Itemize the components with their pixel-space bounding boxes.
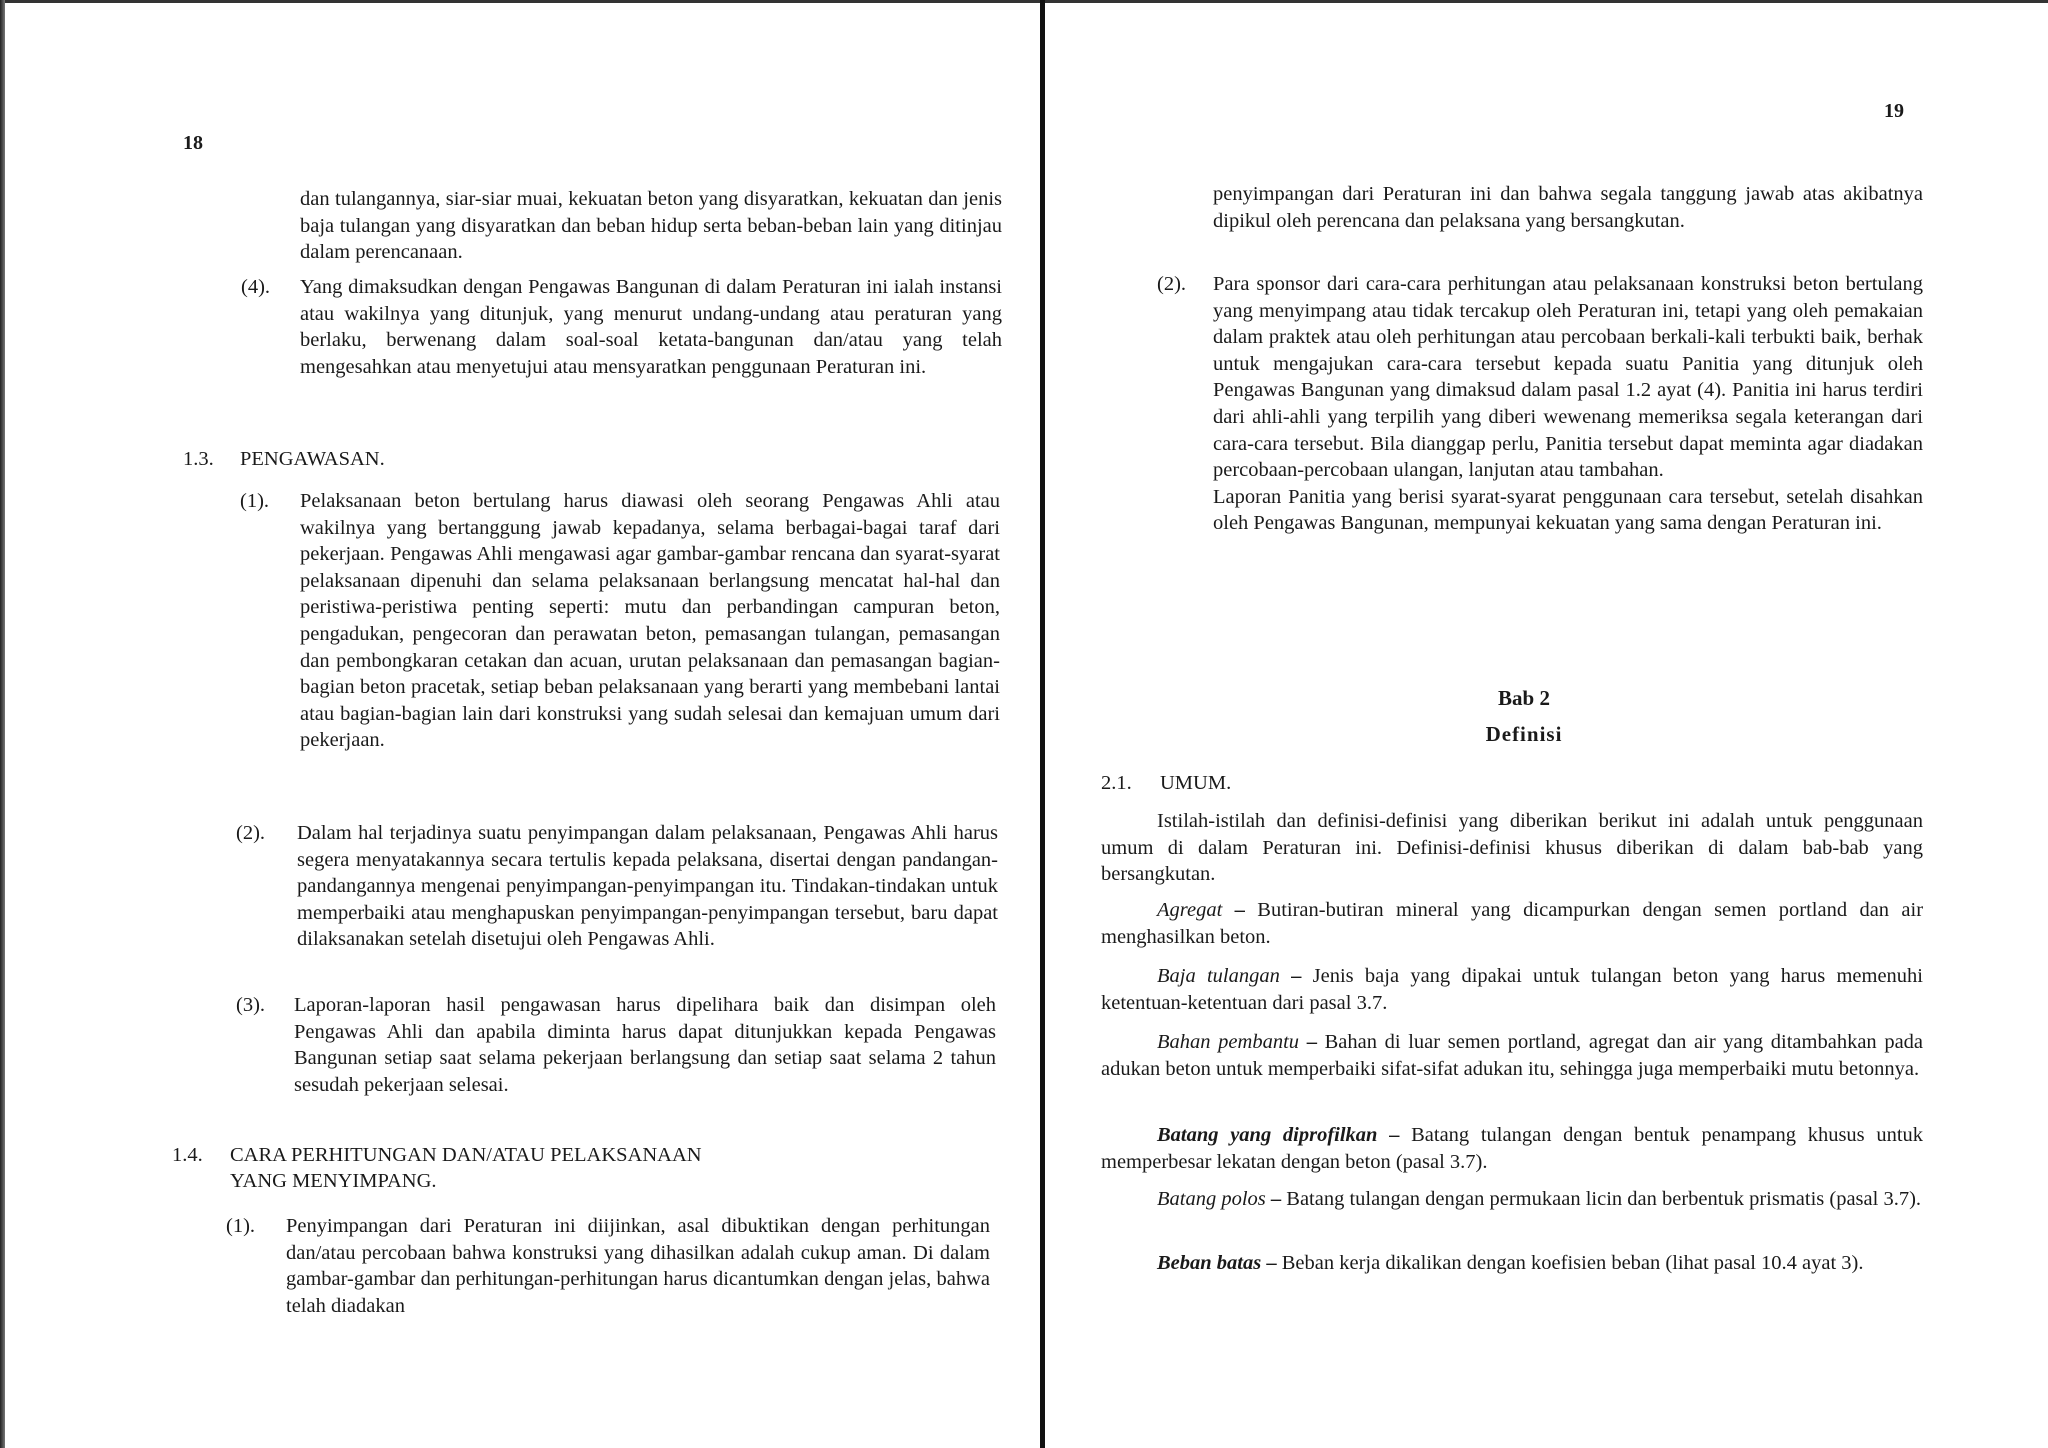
s13-item3-number: (3). [236,994,266,1016]
s13-item1-text: Pelaksanaan beton bertulang harus diawasi oleh seorang Pengawas Ahli atau wakilnya yang bertanggung jawab kepadanya, selama berbagai-bagai taraf dari pekerjaan. Pengawas Ahli mengawasi agar gambar-gambar rencana dan syarat-syarat pelaksanaan dipenuhi dan selama pelaksanaan berlangsung mencatat hal-hal dan peristiwa-peristiwa penting seperti: mutu dan perbandingan campuran beton, pengadukan, pengecoran dan perawatan beton, pemasangan tulangan, pemasangan dan pembongkaran cetakan dan acuan, urutan pelaksanaan dan pemasangan bagian-bagian beton pracetak, setiap beban pelaksanaan yang berarti yang membebani lantai atau bagian-bagian lain dari konstruksi yang sudah selesai dan kemajuan umum dari pekerjaan. [300,490,1000,752]
definition-text: Butiran-butiran mineral yang dicampurkan dengan semen portland dan air menghasilkan beton. [1101,899,1924,948]
item4-text: Yang dimaksudkan dengan Pengawas Bangunan di dalam Peraturan ini ialah instansi atau wakilnya yang ditunjuk, yang menurut undang-undang atau peraturan yang berlaku, berwenang dalam soal-soal ketata-bangunan dan/atau yang telah mengesahkan atau menyetujui atau mensyaratkan penggunaan Peraturan ini. [300,276,1002,378]
right-item2-paragraph1: Para sponsor dari cara-cara perhitungan atau pelaksanaan konstruksi beton bertulang yang menyimpang atau tidak tercakup oleh Peraturan ini, tetapi yang oleh pemakaian dalam praktek atau oleh perhitungan atau percobaan berkali-kali terbukti baik, berhak untuk mengajukan cara-cara tersebut kepada suatu Panitia yang ditunjuk oleh Pengawas Bangunan yang dimaksud dalam pasal 1.2 ayat (4). Panitia ini harus terdiri dari ahli-ahli yang terpilih yang diberi wewenang memeriksa segala keterangan dari cara-cara tersebut. Bila dianggap perlu, Panitia tersebut dapat meminta agar diadakan percobaan-percobaan ulangan, lanjutan atau tambahan. [1213,273,1923,482]
definition-term: Baja tulangan [1157,965,1280,987]
page-number-right: 19 [1884,100,1904,122]
s13-item2-number: (2). [236,822,266,844]
definition-item [1101,1122,1923,1175]
s13-item3-text: Laporan-laporan hasil pengawasan harus dipelihara baik dan disimpan oleh Pengawas Ahli dan apabila diminta harus dapat ditunjukkan kepada Pengawas Bangunan setiap saat selama pekerjaan berlangsung dan setiap saat selama 2 tahun sesudah pekerjaan selesai. [294,994,996,1096]
definition-item [1101,1250,1923,1277]
item4-number: (4). [241,276,271,298]
section-1-3-title: PENGAWASAN. [240,448,385,470]
definition-text: Batang tulangan dengan permukaan licin dan berbentuk prismatis (pasal 3.7). [1286,1188,1922,1210]
right-item2-paragraph2: Laporan Panitia yang berisi syarat-syarat penggunaan cara tersebut, setelah disahkan oleh Pengawas Bangunan, mempunyai kekuatan yang sama dengan Peraturan ini. [1213,485,1923,535]
definition-text: Beban kerja dikalikan dengan koefisien beban (lihat pasal 10.4 ayat 3). [1281,1252,1864,1274]
s13-item1-number: (1). [240,490,270,512]
page-number-left: 18 [183,132,203,154]
definition-separator: – [1306,1031,1317,1053]
definition-term: Batang yang diprofilkan [1157,1124,1378,1146]
s13-item2-text: Dalam hal terjadinya suatu penyimpangan dalam pelaksanaan, Pengawas Ahli harus segera menyatakannya secara tertulis kepada pelaksana, disertai dengan pandangan-pandangannya mengenai penyimpangan-penyimpangan itu. Tindakan-tindakan untuk memperbaiki atau menghapuskan penyimpangan-penyimpangan tersebut, baru dapat dilaksanakan setelah disetujui oleh Pengawas Ahli. [297,822,998,951]
section-1-4-title-line2: YANG MENYIMPANG. [230,1170,437,1192]
definition-text: Bahan di luar semen portland, agregat dan air yang ditambahkan pada adukan beton untuk memperbaiki sifat-sifat adukan itu, sehingga juga memperbaiki mutu betonnya. [1101,1031,1924,1080]
definition-item [1101,963,1923,1016]
definition-text: Batang tulangan dengan bentuk penampang khusus untuk memperbesar lekatan dengan beton (pasal 3.7). [1101,1124,1924,1173]
definition-separator: – [1291,965,1302,987]
section-2-1-intro: Istilah-istilah dan definisi-definisi yang diberikan berikut ini adalah untuk penggunaan umum di dalam Peraturan ini. Definisi-definisi khusus diberikan di dalam bab-bab yang bersangkutan. [1101,810,1923,886]
definition-term: Bahan pembantu [1157,1031,1300,1053]
definition-term: Agregat [1157,899,1223,921]
definition-item [1101,897,1923,950]
section-1-3-number: 1.3. [183,448,214,470]
definition-separator: – [1270,1188,1282,1210]
s14-item1-text: Penyimpangan dari Peraturan ini diijinkan, asal dibuktikan dengan perhitungan dan/atau percobaan bahwa konstruksi yang dihasilkan adalah cukup aman. Di dalam gambar-gambar dan perhitungan-perhitungan harus dicantumkan dengan jelas, bahwa telah diadakan [286,1215,990,1317]
section-2-1-title: UMUM. [1160,772,1232,794]
s14-item1-number: (1). [226,1215,256,1237]
definition-separator: – [1389,1124,1400,1146]
chapter-title: Definisi [1485,722,1563,746]
section-2-1-number: 2.1. [1101,772,1132,794]
section-1-4-title-line1: CARA PERHITUNGAN DAN/ATAU PELAKSANAAN [230,1144,702,1166]
right-item2-text [1213,271,1923,537]
right-item2-number: (2). [1157,273,1187,295]
left-intro-paragraph: dan tulangannya, siar-siar muai, kekuatan beton yang disyaratkan, kekuatan dan jenis baja tulangan yang disyaratkan dan beban hidup serta beban-beban lain yang ditinjau dalam perencanaan. [300,188,1002,264]
definition-item [1101,1186,1923,1213]
definition-separator: – [1266,1252,1277,1274]
definition-text: Jenis baja yang dipakai untuk tulangan beton yang harus memenuhi ketentuan-ketentuan dari pasal 3.7. [1101,965,1923,1014]
definition-term: Batang polos [1157,1188,1266,1210]
right-intro-paragraph: penyimpangan dari Peraturan ini dan bahwa segala tanggung jawab atas akibatnya dipikul oleh perencana dan pelaksana yang bersangkutan. [1213,183,1923,232]
definition-item [1101,1029,1923,1082]
right-page [1044,0,2048,1448]
chapter-label: Bab 2 [1498,686,1550,710]
definition-term: Beban batas [1157,1252,1262,1274]
section-1-4-number: 1.4. [172,1144,203,1166]
definition-separator: – [1234,899,1245,921]
